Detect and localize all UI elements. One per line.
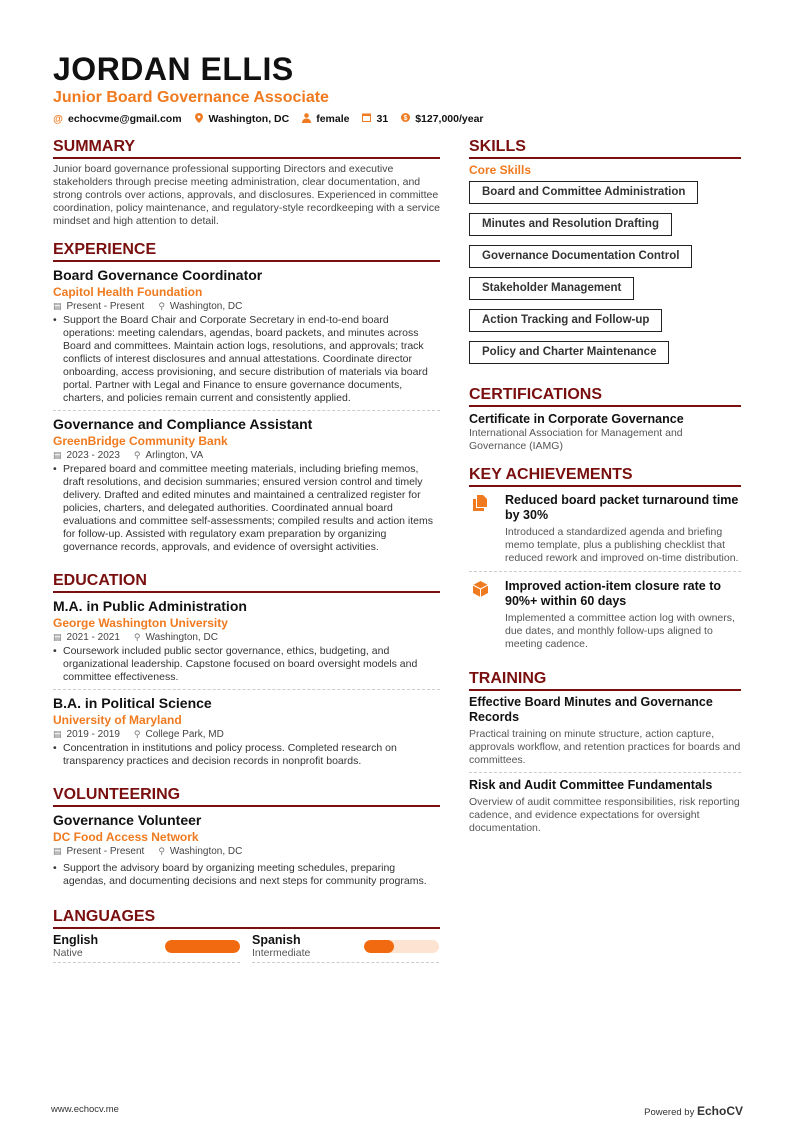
section-heading: EXPERIENCE: [53, 240, 440, 262]
training-title: Risk and Audit Committee Fundamentals: [469, 778, 713, 792]
bullet-item: • Support the Board Chair and Corporate Secretary in end-to-end board operations: meeting calendars, agendas, board packets, and minutes across Board and committees. Maintain action logs, resolutions, and approvals; track conflicts of interest disclosures and annual attestations. Coordinate director onboarding, access provisioning, and secure distribution of materials via board portal. Partner with Legal and Finance to ensure governance documents, charters, and policies remain current and consistently applied.: [53, 314, 428, 404]
job-title: Governance and Compliance Assistant: [53, 416, 313, 432]
summary-text: Junior board governance professional supporting Directors and executive stakeholders through precise meeting administration, clear documentation, and strong controls over actions, approvals, and disclosures. Experienced in committee coordination, policy maintenance, and regulatory-style recordkeeping with a service mindset and high attention to detail.: [53, 163, 440, 227]
certification-issuer: International Association for Management and Governance (IAMG): [469, 427, 683, 452]
location-pin-icon: ⚲: [133, 729, 141, 739]
skill-tag: Stakeholder Management: [469, 277, 634, 300]
experience-section: [53, 240, 440, 559]
section-heading: EDUCATION: [53, 571, 440, 593]
location-pin-icon: [194, 113, 204, 126]
entry-meta: ▤ 2021 - 2021 ⚲ Washington, DC: [53, 632, 218, 643]
website-link[interactable]: www.echocv.me: [51, 1104, 119, 1115]
language-level: Intermediate: [252, 947, 311, 959]
education-section: [53, 571, 440, 773]
powered-by: Powered by EchoCV: [644, 1104, 743, 1118]
volunteering-entry: [53, 811, 440, 893]
documents-icon: [469, 493, 491, 565]
bullet-item: • Prepared board and committee meeting materials, including briefing memos, draft resolutions, and decision summaries; ensured version control and timely delivery. Drafted and edited minutes and maintained a centralized register for policies, charters, and delegated authorities. Coordinated annual board evaluations and committee self-assessments; compiled results and action items for follow-up. Assisted with regulatory exam preparation by organizing governance records, approvals, and evidence of oversight activities.: [53, 463, 434, 553]
skill-tag: Governance Documentation Control: [469, 245, 692, 268]
section-heading: SKILLS: [469, 137, 741, 159]
contact-salary: $ $127,000/year: [400, 113, 483, 125]
page-footer: [51, 1104, 743, 1118]
achievement-title: Improved action-item closure rate to 90%+ within 60 days: [505, 579, 722, 608]
language-item: [252, 933, 439, 963]
language-item: [53, 933, 240, 963]
candidate-name: JORDAN ELLIS: [53, 51, 294, 87]
certifications-section: [469, 385, 741, 453]
organization: DC Food Access Network: [53, 830, 199, 844]
dollar-coin-icon: [400, 113, 410, 125]
employer: GreenBridge Community Bank: [53, 434, 228, 448]
person-icon: [301, 113, 311, 126]
training-section: [469, 669, 741, 840]
training-desc: Practical training on minute structure, action capture, approvals workflow, and retention practices for boards and committees.: [469, 728, 741, 766]
entry-meta: ▤ 2023 - 2023 ⚲ Arlington, VA: [53, 450, 204, 461]
language-name: English: [53, 933, 99, 947]
skills-section: [469, 137, 741, 373]
calendar-icon: ▤: [53, 301, 62, 311]
contact-email[interactable]: @ echocvme@gmail.com: [53, 113, 182, 125]
location-pin-icon: ⚲: [133, 450, 141, 460]
degree: B.A. in Political Science: [53, 695, 212, 711]
achievement-item: [469, 491, 741, 572]
skill-group-title: Core Skills: [469, 163, 532, 177]
section-heading: VOLUNTEERING: [53, 785, 440, 807]
candidate-title: Junior Board Governance Associate: [53, 89, 329, 106]
calendar-icon: ▤: [53, 450, 62, 460]
achievement-item: [469, 577, 741, 657]
calendar-icon: [362, 113, 372, 125]
section-heading: LANGUAGES: [53, 907, 440, 929]
skill-tag: Action Tracking and Follow-up: [469, 309, 662, 332]
calendar-icon: ▤: [53, 729, 62, 739]
certification-title: Certificate in Corporate Governance: [469, 412, 684, 426]
section-heading: TRAINING: [469, 669, 741, 691]
entry-meta: ▤ 2019 - 2019 ⚲ College Park, MD: [53, 729, 224, 740]
achievement-desc: Introduced a standardized agenda and briefing memo template, plus a publishing checklist that reduced rework and improved on-time distribution.: [505, 526, 739, 564]
bullet-item: • Coursework included public sector governance, ethics, budgeting, and organizational leadership. Capstone focused on board oversight models and committee effectiveness.: [53, 645, 418, 683]
experience-entry: [53, 266, 440, 411]
cube-icon: [469, 579, 491, 651]
education-entry: [53, 694, 440, 773]
location-pin-icon: ⚲: [158, 846, 165, 856]
training-item: [469, 778, 741, 840]
contact-bar: [53, 111, 741, 127]
training-item: [469, 695, 741, 773]
contact-gender: female: [301, 113, 349, 126]
language-level: Native: [53, 947, 83, 959]
achievements-section: [469, 465, 741, 657]
proficiency-bar: [165, 940, 240, 953]
at-icon: @: [53, 113, 63, 125]
section-heading: SUMMARY: [53, 137, 440, 159]
calendar-icon: ▤: [53, 632, 62, 642]
resume-page: [53, 52, 741, 975]
section-heading: KEY ACHIEVEMENTS: [469, 465, 741, 487]
brand-logo[interactable]: EchoCV: [696, 1104, 743, 1118]
entry-meta: ▤ Present - Present ⚲ Washington, DC: [53, 846, 243, 857]
experience-entry: [53, 415, 440, 559]
skill-tag: Board and Committee Administration: [469, 181, 698, 204]
summary-section: [53, 137, 440, 228]
languages-section: [53, 907, 440, 963]
language-name: Spanish: [252, 933, 301, 947]
job-title: Board Governance Coordinator: [53, 267, 263, 283]
employer: Capitol Health Foundation: [53, 285, 203, 299]
entry-meta: ▤ Present - Present ⚲ Washington, DC: [53, 301, 243, 312]
svg-text:$: $: [403, 115, 408, 122]
contact-location: Washington, DC: [194, 113, 290, 126]
left-column: [53, 137, 440, 975]
section-heading: CERTIFICATIONS: [469, 385, 741, 407]
bullet-item: • Support the advisory board by organizing meeting schedules, preparing agendas, and documenting decisions and next steps for community programs.: [53, 862, 427, 887]
degree: M.A. in Public Administration: [53, 598, 247, 614]
achievement-desc: Implemented a committee action log with owners, due dates, and monthly follow-ups aligned to meeting cadence.: [505, 612, 735, 650]
school: George Washington University: [53, 616, 228, 630]
location-pin-icon: ⚲: [133, 632, 141, 642]
role-title: Governance Volunteer: [53, 812, 202, 828]
calendar-icon: ▤: [53, 846, 62, 856]
training-desc: Overview of audit committee responsibilities, risk reporting cadence, and evidence expectations for oversight documentation.: [469, 796, 740, 834]
volunteering-section: [53, 785, 440, 893]
location-pin-icon: ⚲: [158, 301, 165, 311]
right-column: [469, 137, 741, 975]
skill-tag: Policy and Charter Maintenance: [469, 341, 669, 364]
bullet-item: • Concentration in institutions and policy process. Completed research on transparency practices and decision records in nonprofit boards.: [53, 742, 397, 767]
education-entry: [53, 597, 440, 690]
achievement-title: Reduced board packet turnaround time by 30%: [505, 493, 739, 522]
contact-age: 31: [362, 113, 389, 125]
training-title: Effective Board Minutes and Governance Records: [469, 695, 713, 724]
school: University of Maryland: [53, 713, 182, 727]
proficiency-bar: [364, 940, 439, 953]
skill-tag: Minutes and Resolution Drafting: [469, 213, 672, 236]
